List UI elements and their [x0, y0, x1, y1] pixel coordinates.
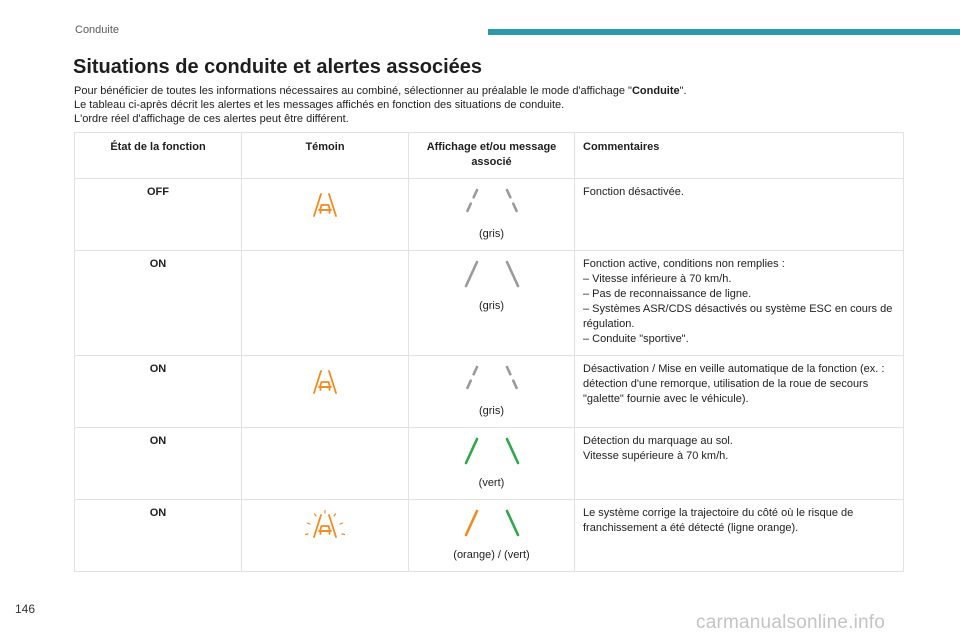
table-row [75, 428, 904, 500]
lane-lines-icon [417, 185, 566, 217]
alerts-table-body [75, 179, 904, 572]
comment-line: Détection du marquage au sol. [583, 435, 733, 447]
intro-text [74, 84, 687, 126]
indicator-cell [242, 428, 409, 500]
table-header-row [75, 133, 904, 179]
state-cell: ON [75, 428, 242, 500]
indicator-cell [242, 356, 409, 428]
table-row [75, 179, 904, 251]
comment-line: Vitesse supérieure à 70 km/h. [583, 450, 729, 462]
state-cell: ON [75, 251, 242, 356]
header-icon: Témoin [242, 133, 409, 179]
display-cell [409, 356, 575, 428]
intro-line-1-end: ". [679, 85, 687, 97]
comment-line: – Vitesse inférieure à 70 km/h. [583, 273, 732, 285]
lane-warning-flashing-icon [250, 510, 400, 540]
indicator-cell [242, 179, 409, 251]
alerts-table [74, 132, 904, 572]
page-number: 146 [15, 602, 36, 616]
state-cell: ON [75, 500, 242, 572]
comment-cell [575, 428, 904, 500]
state-cell: ON [75, 356, 242, 428]
comment-cell [575, 500, 904, 572]
intro-line-1 [74, 84, 687, 98]
watermark: carmanualsonline.info [696, 612, 886, 633]
header-display: Affichage et/ou message associé [409, 133, 575, 179]
comment-cell [575, 356, 904, 428]
lane-warning-icon [250, 366, 400, 396]
comment-line: – Conduite "sportive". [583, 333, 689, 345]
comment-line: – Pas de reconnaissance de ligne. [583, 288, 752, 300]
comment-line: – Systèmes ASR/CDS désactivés ou système ESC en cours de régulation. [583, 303, 893, 330]
comment-line: Désactivation / Mise en veille automatique de la fonction (ex. : détection d'une remorque, utilisation de la roue de secours "galette" fournie avec le véhicule). [583, 363, 885, 405]
lane-lines-icon [417, 257, 566, 289]
page-title: Situations de conduite et alertes associées [73, 56, 483, 78]
color-caption: (gris) [478, 405, 505, 417]
display-cell [409, 251, 575, 356]
intro-line-2: Le tableau ci-après décrit les alertes et les messages affichés en fonction des situations de conduite. [74, 99, 565, 111]
comment-line: Fonction active, conditions non remplies : [583, 258, 785, 270]
comment-cell [575, 179, 904, 251]
lane-warning-icon [250, 189, 400, 219]
comment-cell [575, 251, 904, 356]
table-row [75, 251, 904, 356]
display-cell [409, 179, 575, 251]
state-cell: OFF [75, 179, 242, 251]
lane-lines-icon [417, 506, 566, 538]
display-cell [409, 428, 575, 500]
intro-line-1-start: Pour bénéficier de toutes les informations nécessaires au combiné, sélectionner au préalable le mode d'affichage " [74, 85, 632, 97]
intro-line-3: L'ordre réel d'affichage de ces alertes peut être différent. [74, 113, 349, 125]
display-cell [409, 500, 575, 572]
intro-line-1-bold: Conduite [631, 85, 680, 97]
lane-lines-icon [417, 362, 566, 394]
header-state: État de la fonction [75, 133, 242, 179]
color-caption: (gris) [478, 300, 505, 312]
comment-line: Fonction désactivée. [583, 186, 684, 198]
table-row [75, 500, 904, 572]
header-accent-bar [488, 29, 960, 35]
header-comment: Commentaires [575, 133, 904, 179]
table-row [75, 356, 904, 428]
comment-line: Le système corrige la trajectoire du côté où le risque de franchissement a été détecté (ligne orange). [583, 507, 854, 534]
color-caption: (gris) [478, 228, 505, 240]
indicator-cell [242, 500, 409, 572]
color-caption: (vert) [478, 477, 505, 489]
lane-lines-icon [417, 434, 566, 466]
header-section-title: Conduite [75, 24, 120, 36]
color-caption: (orange) / (vert) [453, 549, 530, 561]
indicator-cell [242, 251, 409, 356]
